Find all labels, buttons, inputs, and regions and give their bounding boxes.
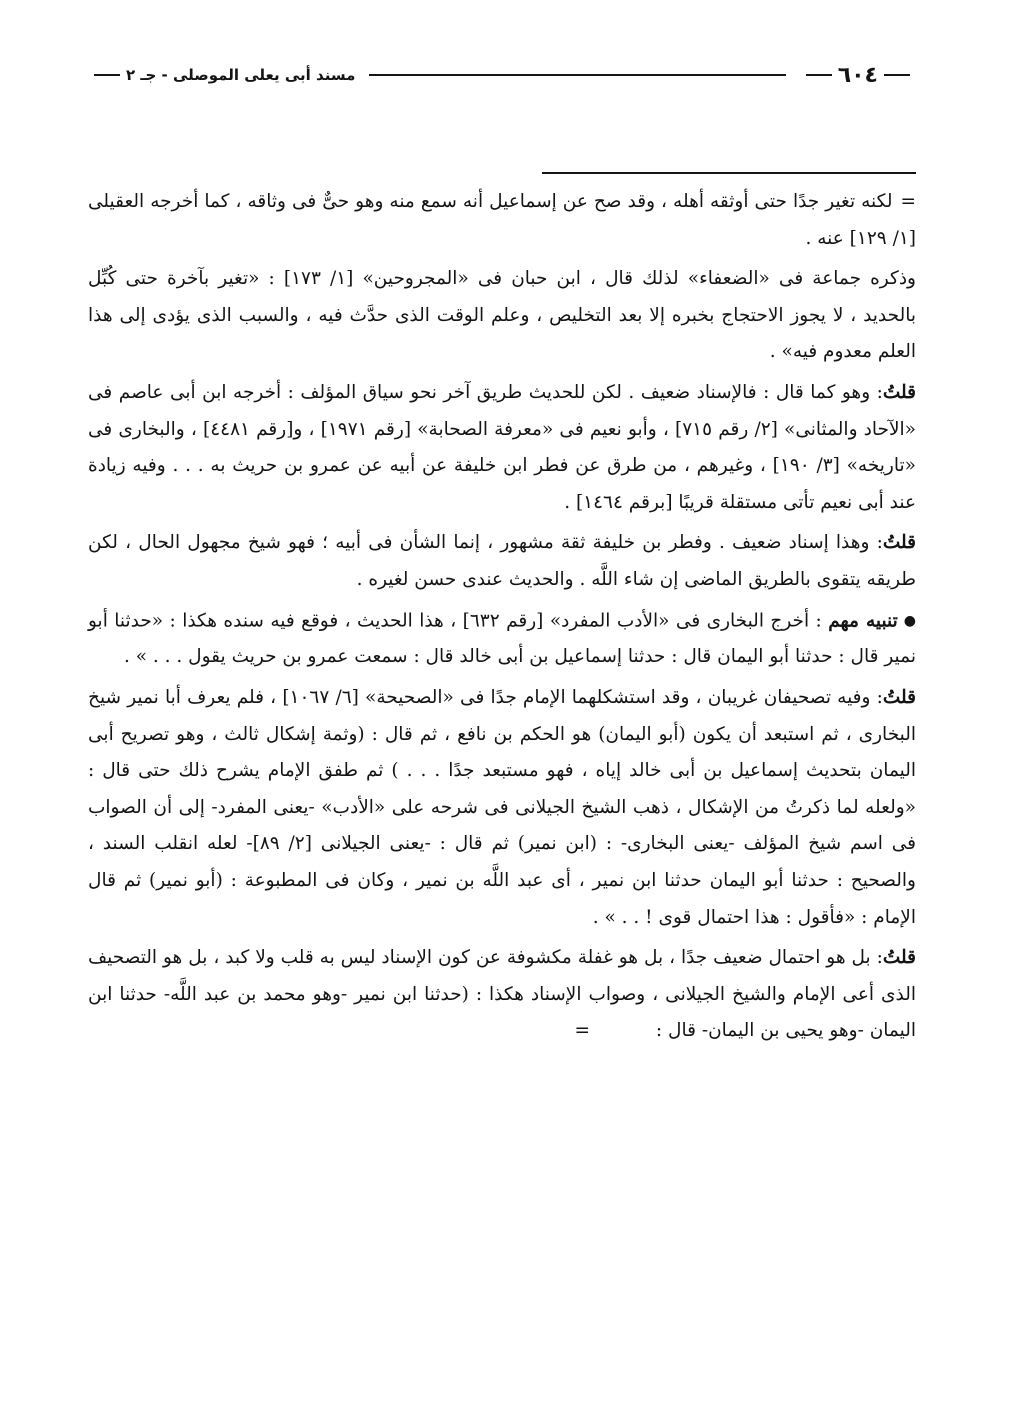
header-dash-mid	[806, 74, 832, 76]
header-dash-right	[884, 74, 910, 76]
page-number: ٦٠٤	[837, 62, 878, 88]
continuation-mark: =	[900, 191, 916, 212]
paragraph-text: : أخرج البخارى فى «الأدب المفرد» [رقم ٦٣٢] ، هذا الحديث ، فوقع فيه سنده هكذا : «حدثنا أبو نمير قال : حدثنا أبو اليمان قال : حدثنا إسماعيل بن أبى خالد قال : سمعت عمرو بن حريث يقول . . . » .	[88, 609, 916, 668]
paragraph	[88, 940, 916, 1050]
page-header	[88, 58, 916, 92]
paragraph	[88, 603, 916, 676]
bullet-icon: ●	[903, 612, 916, 629]
paragraph-lead: قلتُ	[882, 947, 916, 969]
paragraph-text: : وهو كما قال : فالإسناد ضعيف . لكن للحديث طريق آخر نحو سياق المؤلف : أخرجه ابن أبى عاصم فى «الآحاد والمثانى» [٢/ رقم ٧١٥] ، وأبو نعيم فى «معرفة الصحابة» [رقم ١٩٧١] ، و[رقم ٤٤٨١] ، والبخارى فى «تاريخه» [٣/ ١٩٠] ، وغيرهم ، من طرق عن فطر ابن خليفة عن أبيه عن عمرو بن حريث به . . . وفيه زيادة عند أبى نعيم تأتى مستقلة قريبًا [برقم ١٤٦٤] .	[88, 381, 916, 513]
paragraph-text: : بل هو احتمال ضعيف جدًا ، بل هو غفلة مكشوفة عن كون الإسناد ليس به قلب ولا كبد ، بل هو التصحيف الذى أعى الإمام والشيخ الجيلانى ، وصواب الإسناد هكذا : (حدثنا ابن نمير -وهو محمد بن عبد اللَّه- حدثنا ابن اليمان -وهو يحيى بن اليمان- قال :	[88, 947, 916, 1042]
paragraph	[88, 375, 916, 521]
header-rule	[369, 74, 785, 76]
paragraph-text: لكنه تغير جدًا حتى أوثقه أهله ، وقد صح عن إسماعيل أنه سمع منه وهو حىٌّ فى وثاقه ، كما أخرجه العقيلى [١/ ١٢٩] عنه .	[88, 191, 916, 249]
running-title: مسند أبى يعلى الموصلى - جـ ٢	[126, 66, 356, 84]
paragraph	[88, 184, 916, 257]
footnote-rule	[542, 172, 916, 174]
end-continuation-mark: =	[574, 1020, 591, 1042]
paragraph-text: : وهذا إسناد ضعيف . وفطر بن خليفة ثقة مشهور ، إنما الشأن فى أبيه ؛ فهو شيخ مجهول الحال ، لكن طريقه يتقوى بالطريق الماضى إن شاء اللَّه . والحديث عندى حسن لغيره .	[88, 532, 916, 590]
footnote-body	[88, 184, 916, 1054]
paragraph	[88, 261, 916, 371]
paragraph	[88, 680, 916, 936]
header-dash-left	[94, 74, 120, 76]
paragraph	[88, 525, 916, 598]
paragraph-lead: قلتُ	[882, 532, 916, 554]
paragraph-lead: قلتُ	[882, 687, 916, 709]
paragraph-text: : وفيه تصحيفان غريبان ، وقد استشكلهما الإمام جدًا فى «الصحيحة» [٦/ ١٠٦٧] ، فلم يعرف أبا نمير شيخ البخارى ، ثم استبعد أن يكون (أبو اليمان) هو الحكم بن نافع ، ثم قال : (وثمة إشكال ثالث ، وهو تصريح أبى اليمان بتحديث إسماعيل بن أبى خالد إياه ، فهو مستبعد جدًا . . . ) ثم طفق الإمام يشرح ذلك حتى قال : «ولعله لما ذكرتُ من الإشكال ، ذهب الشيخ الجيلانى فى شرحه على «الأدب» -يعنى المفرد- إلى أن الصواب فى اسم شيخ المؤلف -يعنى البخارى- : (ابن نمير) ثم قال : -يعنى الجيلانى [٢/ ٨٩]- لعله انقلب السند ، والصحيح : حدثنا أبو اليمان حدثنا ابن نمير ، أى عبد اللَّه بن نمير ، وكان فى المطبوعة : (أبو نمير) ثم قال الإمام : «فأقول : هذا احتمال قوى ! . . » .	[88, 687, 916, 928]
paragraph-text: وذكره جماعة فى «الضعفاء» لذلك قال ، ابن حبان فى «المجروحين» [١/ ١٧٣] : «تغير بآخرة حتى كُبِّل بالحديد ، لا يجوز الاحتجاج بخبره إلا بعد التخليص ، وعلم الوقت الذى حدَّث فيه ، والسبب الذى يؤدى إلى هذا العلم معدوم فيه» .	[88, 268, 916, 363]
paragraph-lead: تنبيه مهم	[828, 609, 898, 631]
paragraph-lead: قلتُ	[882, 381, 916, 403]
